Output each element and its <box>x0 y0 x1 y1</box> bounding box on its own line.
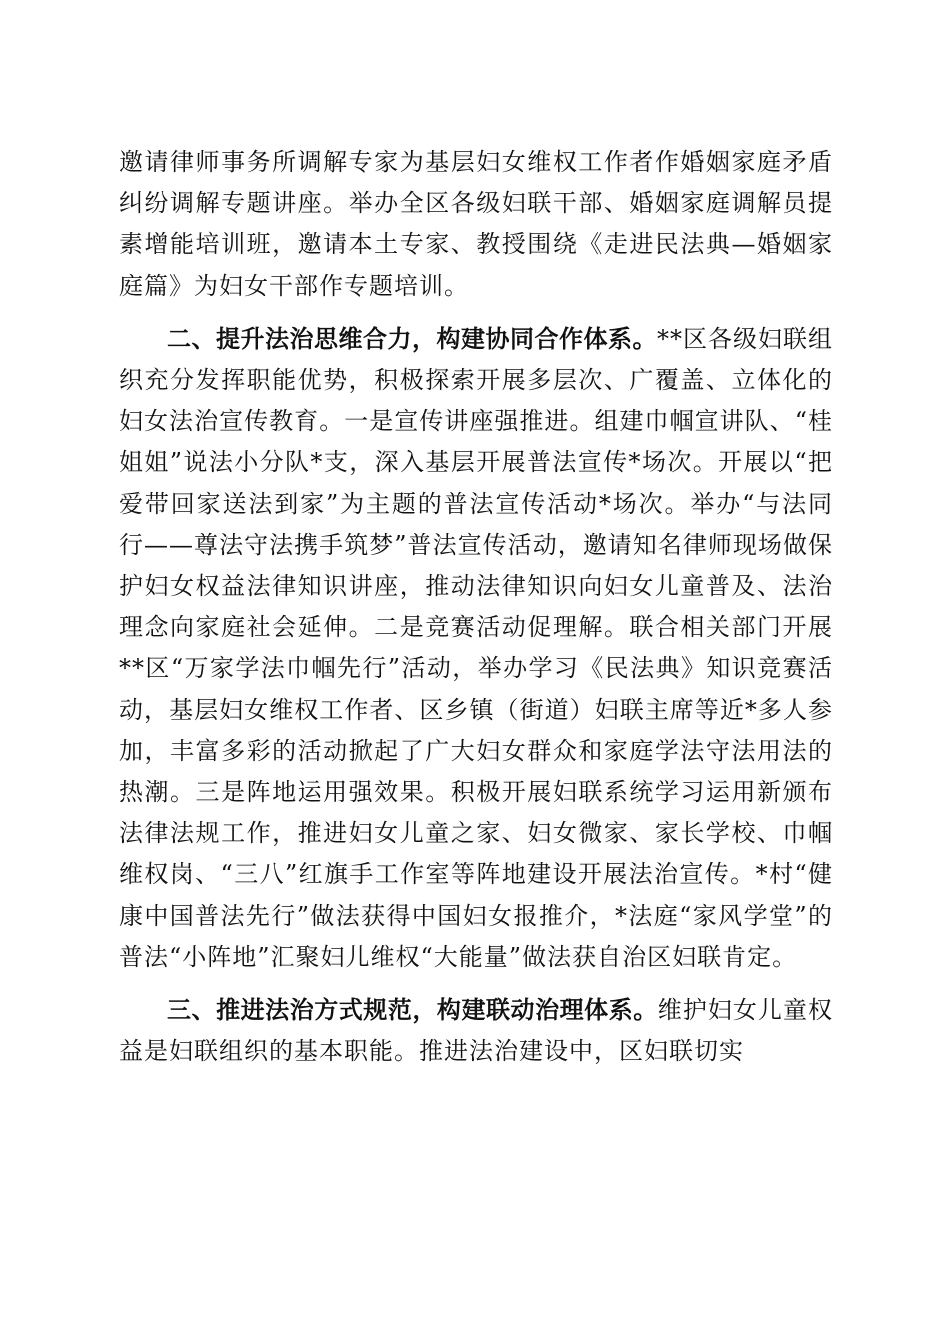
paragraph-section-three <box>119 990 833 1072</box>
paragraph-text: 邀请律师事务所调解专家为基层妇女维权工作者作婚姻家庭矛盾纠纷调解专题讲座。举办全区各级妇联干部、婚姻家庭调解员提素增能培训班，邀请本土专家、教授围绕《走进民法典—婚姻家庭篇》为妇女干部作专题培训。 <box>119 148 833 300</box>
document-body <box>119 142 833 1072</box>
paragraph-text: **区各级妇联组织充分发挥职能优势，积极探索开展多层次、广覆盖、立体化的妇女法治宣传教育。一是宣传讲座强推进。组建巾帼宣讲队、“桂姐姐”说法小分队*支，深入基层开展普法宣传*场次。开展以“把爱带回家送法到家”为主题的普法宣传活动*场次。举办“与法同行——尊法守法携手筑梦”普法宣传活动，邀请知名律师现场做保护妇女权益法律知识讲座，推动法律知识向妇女儿童普及、法治理念向家庭社会延伸。二是竞赛活动促理解。联合相关部门开展**区“万家学法巾帼先行”活动，举办学习《民法典》知识竞赛活动，基层妇女维权工作者、区乡镇（街道）妇联主席等近*多人参加，丰富多彩的活动掀起了广大妇女群众和家庭学法守法用法的热潮。三是阵地运用强效果。积极开展妇联系统学习运用新颁布法律法规工作，推进妇女儿童之家、妇女微家、家长学校、巾帼维权岗、“三八”红旗手工作室等阵地建设开展法治宣传。*村“健康中国普法先行”做法获得中国妇女报推介，*法庭“家风学堂”的普法“小阵地”汇聚妇儿维权“大能量”做法获自治区妇联肯定。 <box>119 324 833 971</box>
section-heading: 三、推进法治方式规范，构建联动治理体系。 <box>167 996 658 1025</box>
paragraph-section-two <box>119 319 833 978</box>
paragraph-text: 维护妇女儿童权益是妇联组织的基本职能。推进法治建设中，区妇联切实 <box>119 996 834 1066</box>
section-heading: 二、提升法治思维合力，构建协同合作体系。 <box>167 324 657 353</box>
paragraph-continuation <box>119 142 833 307</box>
